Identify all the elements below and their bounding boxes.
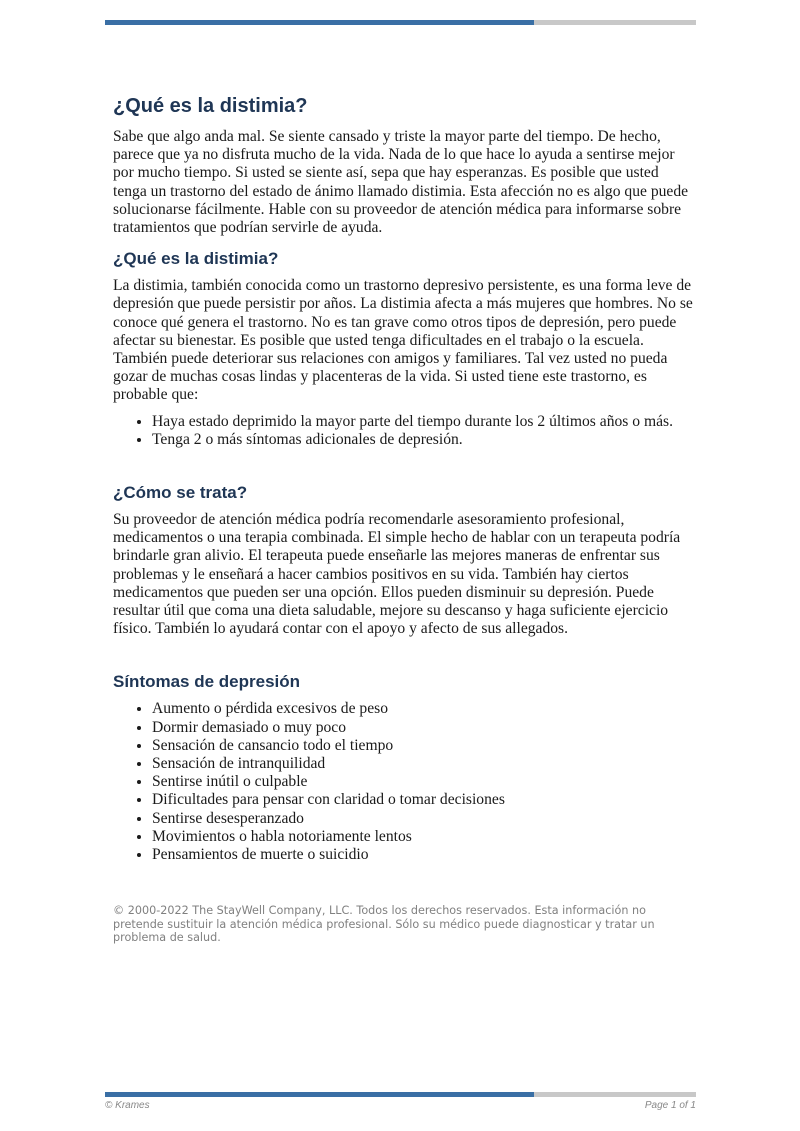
header-rule	[105, 20, 696, 25]
list-item: • Sentirse desesperanzado	[152, 810, 695, 828]
list-item: • Movimientos o habla notoriamente lentos	[152, 828, 695, 846]
list-item: • Aumento o pérdida excesivos de peso	[152, 700, 695, 718]
intro-paragraph: Sabe que algo anda mal. Se siente cansado y triste la mayor parte del tiempo. De hecho, parece que ya no disfruta mucho de la vida. Nada de lo que hace lo ayuda a sentirse mejor por mucho tiempo. Si usted se siente así, sepa que hay esperanzas. Es posible que usted tenga un trastorno del estado de ánimo llamado distimia. Esta afección no es algo que puede solucionarse fácilmente. Hable con su proveedor de atención médica para informarse sobre tratamientos que podrían servirle de ayuda.	[113, 128, 689, 237]
document-body	[113, 93, 695, 945]
list-item: • Sensación de intranquilidad	[152, 755, 695, 773]
list-item: • Pensamientos de muerte o suicidio	[152, 846, 695, 864]
symptoms-list	[113, 700, 695, 864]
header-rule-gray	[534, 20, 696, 25]
list-item: • Sensación de cansancio todo el tiempo	[152, 737, 695, 755]
header-rule-accent	[105, 20, 534, 25]
footer-rule-accent	[105, 1092, 534, 1097]
section-heading-treatment: ¿Cómo se trata?	[113, 483, 248, 503]
footer-rule	[105, 1092, 696, 1097]
page-footer	[105, 1100, 696, 1111]
criteria-list	[113, 413, 695, 449]
section-heading-what-is: ¿Qué es la distimia?	[113, 249, 279, 269]
list-item: • Dormir demasiado o muy poco	[152, 719, 695, 737]
page-number: Page 1 of 1	[644, 1100, 696, 1111]
copyright-notice: © 2000-2022 The StayWell Company, LLC. Todos los derechos reservados. Esta información no pretende sustituir la atención médica profesional. Sólo su médico puede diagnosticar y tratar un problema de salud.	[113, 904, 655, 945]
list-item: • Sentirse inútil o culpable	[152, 773, 695, 791]
section-body-what-is: La distimia, también conocida como un trastorno depresivo persistente, es una forma leve de depresión que puede persistir por años. La distimia afecta a más mujeres que hombres. No se conoce qué genera el trastorno. No es tan grave como otros tipos de depresión, pero puede afectar su bienestar. Es posible que usted tenga dificultades en el trabajo o la escuela. También puede deteriorar sus relaciones con amigos y familiares. Tal vez usted no pueda gozar de muchas cosas lindas y placenteras de la vida. Si usted tiene este trastorno, es probable que:	[113, 277, 693, 404]
list-item: • Haya estado deprimido la mayor parte del tiempo durante los 2 últimos años o más.	[152, 413, 695, 431]
list-item: • Dificultades para pensar con claridad o tomar decisiones	[152, 791, 695, 809]
page-title: ¿Qué es la distimia?	[113, 95, 308, 117]
list-item: • Tenga 2 o más síntomas adicionales de depresión.	[152, 431, 695, 449]
section-heading-symptoms: Síntomas de depresión	[113, 672, 301, 692]
footer-rule-gray	[534, 1092, 696, 1097]
footer-publisher: © Krames	[105, 1100, 150, 1111]
section-body-treatment: Su proveedor de atención médica podría recomendarle asesoramiento profesional, medicamentos o una terapia combinada. El simple hecho de hablar con un terapeuta podría brindarle gran alivio. El terapeuta puede enseñarle las mejores maneras de enfrentar sus problemas y le enseñará a hacer cambios positivos en su vida. También hay ciertos medicamentos que pueden ser una opción. Ellos pueden disminuir su depresión. Puede resultar útil que coma una dieta saludable, mejore su descanso y haga suficiente ejercicio físico. También lo ayudará contar con el apoyo y afecto de sus allegados.	[113, 511, 681, 638]
